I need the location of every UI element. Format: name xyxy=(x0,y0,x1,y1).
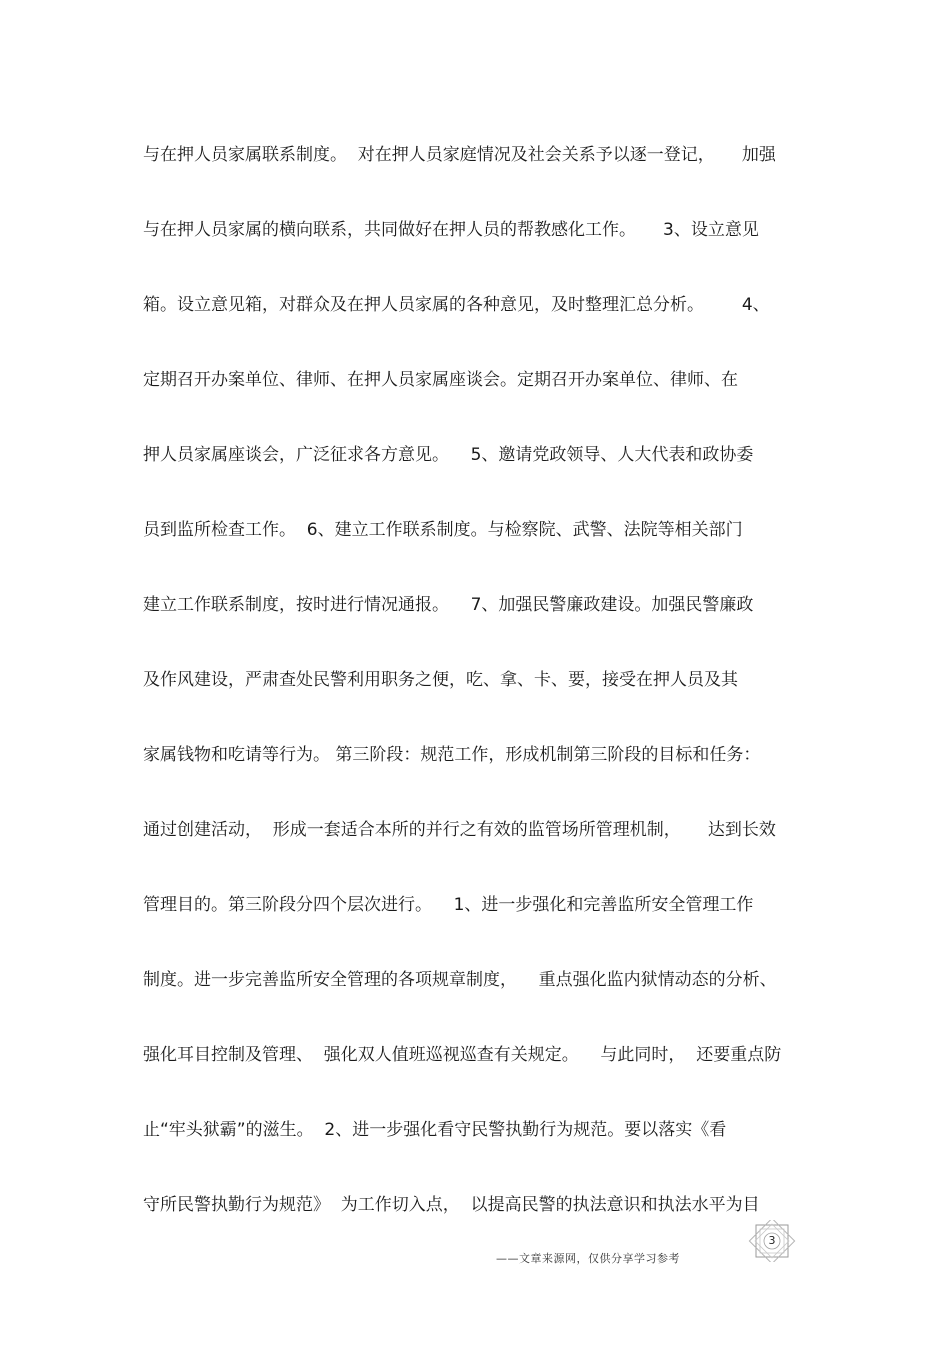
text-line: 家属钱物和吃请等行为。 第三阶段：规范工作，形成机制第三阶段的目标和任务： xyxy=(143,745,761,765)
footer-source-note: ——文章来源网，仅供分享学习参考 xyxy=(496,1252,680,1265)
page-number: 3 xyxy=(768,1234,776,1247)
text-line: 与在押人员家属联系制度。 对在押人员家庭情况及社会关系予以逐一登记， 加强 xyxy=(143,145,776,165)
text-line: 定期召开办案单位、律师、在押人员家属座谈会。定期召开办案单位、律师、在 xyxy=(143,370,738,390)
text-line: 员到监所检查工作。 6、建立工作联系制度。与检察院、武警、法院等相关部门 xyxy=(143,520,743,540)
text-line: 与在押人员家属的横向联系，共同做好在押人员的帮教感化工作。 3、设立意见 xyxy=(143,220,759,240)
text-line: 守所民警执勤行为规范》 为工作切入点， 以提高民警的执法意识和执法水平为目 xyxy=(143,1195,760,1215)
text-line: 止“牢头狱霸”的滋生。 2、进一步强化看守民警执勤行为规范。要以落实《看 xyxy=(143,1120,727,1140)
text-line: 强化耳目控制及管理、 强化双人值班巡视巡查有关规定。 与此同时， 还要重点防 xyxy=(143,1045,782,1065)
text-line: 及作风建设，严肃查处民警利用职务之便，吃、拿、卡、要，接受在押人员及其 xyxy=(143,670,738,690)
body-text xyxy=(143,133,808,1258)
text-line: 通过创建活动， 形成一套适合本所的并行之有效的监管场所管理机制， 达到长效 xyxy=(143,820,776,840)
text-line: 管理目的。第三阶段分四个层次进行。 1、进一步强化和完善监所安全管理工作 xyxy=(143,895,754,915)
text-line: 制度。进一步完善监所安全管理的各项规章制度， 重点强化监内狱情动态的分析、 xyxy=(143,970,777,990)
page-number-badge xyxy=(748,1220,796,1262)
text-line: 建立工作联系制度，按时进行情况通报。 7、加强民警廉政建设。加强民警廉政 xyxy=(143,595,754,615)
text-line: 箱。设立意见箱，对群众及在押人员家属的各种意见，及时整理汇总分析。 4、 xyxy=(143,295,770,315)
text-line: 押人员家属座谈会，广泛征求各方意见。 5、邀请党政领导、人大代表和政协委 xyxy=(143,445,754,465)
